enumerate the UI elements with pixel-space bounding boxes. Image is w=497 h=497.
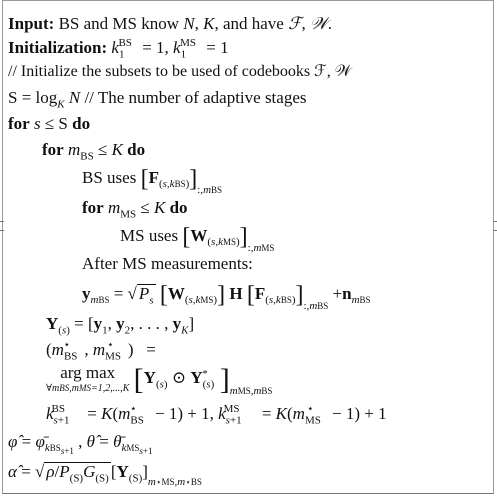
bs-codebook-expression: $[F_{(s,kBS)}]_{:,mBS}$ (140, 166, 223, 197)
input-label: Input: (8, 14, 55, 33)
index-update-line (46, 403, 387, 427)
angle-estimate-line (8, 432, 153, 457)
ms-for-line (82, 198, 188, 221)
init-expression: $k_1^{BS} = 1$, $k_1^{MS} = 1$ (111, 37, 229, 61)
argmax-expression: [$Y_{(s)}$ ⊙ $Y_{(s)}^*$ ]$_{mMS,mBS}$ (133, 363, 273, 397)
outer-loop-condition: s ≤ S (33, 114, 73, 133)
do-keyword: do (72, 114, 91, 133)
angle-estimate-expression: φ̂ = $\varphī_{kBS_{s+1}}$ , θ̂ = $\thetā_{kMS_{s+1}}$ (8, 432, 153, 457)
for-keyword: for (8, 114, 30, 133)
outer-for-line (8, 114, 90, 134)
right-edge-mark (493, 221, 497, 231)
gain-estimate-line (8, 462, 202, 489)
do-keyword-bs: do (127, 140, 146, 159)
index-update-expression: $k_{s+1}^{BS} = K(m_{BS}^⋆ - 1) + 1$, $k_{s+1}^{MS} = K(m_{MS}^⋆ - 1) + 1$ (46, 403, 387, 427)
init-comment-text: // Initialize the subsets to be used of codebooks ℱ, 𝒲 (8, 63, 352, 80)
argmax-label: arg max (60, 363, 116, 382)
init-comment (8, 62, 352, 82)
for-keyword-bs: for (42, 140, 64, 159)
ms-uses-label: MS uses (120, 226, 179, 245)
optimal-index-expression: ($m_{BS}^⋆$ , $m_{MS}^⋆$ ) = (46, 339, 156, 363)
gain-estimate-expression: α̂ = √ $\rho/P_{(S)}G_{(S)}$ $[Y_{(S)}]_{m⋆MS,m⋆BS}$ (8, 462, 202, 489)
bs-uses-label: BS uses (82, 168, 137, 187)
after-ms-line (82, 254, 253, 274)
argmax-range: ∀mBS,mMS=1,2,...,K (46, 383, 130, 394)
argmax-operator (46, 364, 129, 395)
initialization-line (8, 37, 229, 61)
measurement-expression: $y_{mBS}$ = √ $P_s$ $[W_{(s,kMS)}]$ H $[F_{(s,kBS)}]_{:,mBS} +n_{mBS}$ (82, 282, 371, 313)
left-edge-mark (0, 221, 4, 231)
measurement-equation (82, 282, 371, 313)
ms-codebook-expression: $[W_{(s,kMS)}]_{:,mMS}$ (182, 224, 275, 255)
bs-for-line (42, 140, 146, 163)
optimal-index-line (46, 339, 156, 363)
bs-uses-line (82, 166, 223, 197)
init-label: Initialization: (8, 38, 108, 57)
stages-expression: $S = \log_K N$ (8, 88, 81, 111)
after-ms-text: After MS measurements: (82, 254, 253, 273)
input-text: BS and MS know N, K, and have ℱ, 𝒲. (58, 14, 333, 34)
for-keyword-ms: for (82, 198, 104, 217)
stages-line (8, 88, 307, 111)
do-keyword-ms: do (169, 198, 188, 217)
input-line (8, 14, 332, 34)
ms-loop-condition: $m_{MS} \le K$ (107, 198, 166, 221)
argmax-line (46, 364, 272, 395)
stages-comment: // The number of adaptive stages (84, 88, 307, 107)
ms-uses-line (120, 224, 275, 255)
y-matrix-expression: $Y_{(s)} = [y_1$, $y_2$, . . . , $y_K$] (46, 314, 195, 337)
bs-loop-condition: $m_{BS} \le K$ (67, 140, 123, 163)
y-matrix-line (46, 314, 195, 337)
